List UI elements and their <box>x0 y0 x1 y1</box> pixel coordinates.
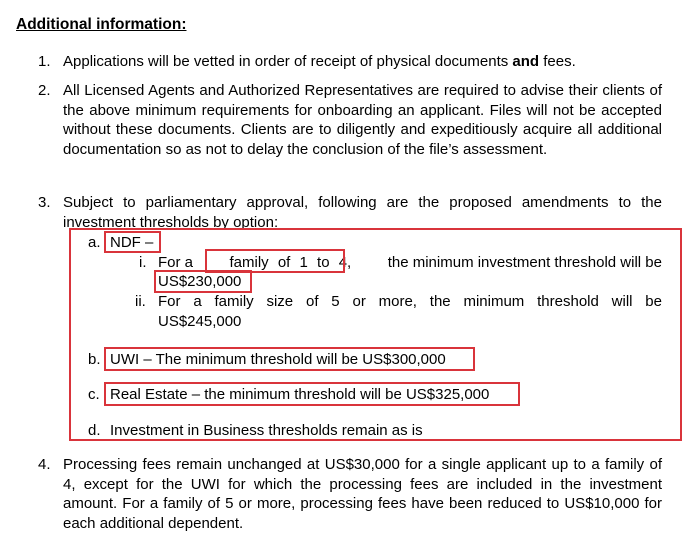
sub-letter: d. <box>88 422 101 439</box>
item-number: 1. <box>38 53 51 70</box>
sub-letter: b. <box>88 351 101 368</box>
item-text-line-1: Subject to parliamentary approval, following are the proposed amendments to the <box>63 194 662 211</box>
item-number: 4. <box>38 456 51 473</box>
roman-number: ii. <box>135 293 146 310</box>
item-number: 3. <box>38 194 51 211</box>
roman-item-i <box>139 253 147 273</box>
sub-item-a <box>88 233 154 253</box>
roman-item-i-amount: US$230,000 <box>158 273 242 290</box>
roman-item-i-text: For a family of 1 to 4, the minimum investment threshold will be <box>158 254 662 271</box>
sub-text: UWI – The minimum threshold will be US$300,000 <box>110 351 446 368</box>
section-heading: Additional information: <box>16 16 187 33</box>
roman-item-ii-text: For a family size of 5 or more, the minimum threshold will be <box>158 293 662 310</box>
item-text: Applications will be vetted in order of receipt of physical documents and fees. <box>63 53 576 70</box>
bold-word: and <box>512 53 540 70</box>
roman-number: i. <box>139 254 147 271</box>
item-number: 2. <box>38 82 51 99</box>
roman-item-ii <box>135 292 146 312</box>
sub-letter: c. <box>88 386 100 403</box>
sub-text: Investment in Business thresholds remain as is <box>110 422 423 439</box>
roman-item-ii-amount: US$245,000 <box>158 313 242 330</box>
item-text-line-2: investment thresholds by option: <box>63 213 279 231</box>
item-text: Processing fees remain unchanged at US$30,000 for a single applicant up to a family of 4, except for the UWI for which the processing fees are included in the investment amount. For a family of 5 or more, processing fees have been reduced to US$10,000 for each additional dependent. <box>63 456 662 532</box>
sub-letter: a. <box>88 234 101 251</box>
sub-item-b <box>88 350 446 370</box>
sub-label: NDF – <box>110 234 154 251</box>
item-text: All Licensed Agents and Authorized Representatives are required to advise their clients of the above minimum requirements for onboarding an applicant. Files will not be accepted without these documents. Clients are to diligently and expeditiously acquire all additional documentation so as not to delay the conclusion of the file’s assessment. <box>63 82 662 158</box>
sub-text: Real Estate – the minimum threshold will be US$325,000 <box>110 386 490 403</box>
family-size-highlight: family of 1 to 4, <box>229 254 352 271</box>
sub-item-d <box>88 421 423 441</box>
sub-item-c <box>88 385 490 405</box>
